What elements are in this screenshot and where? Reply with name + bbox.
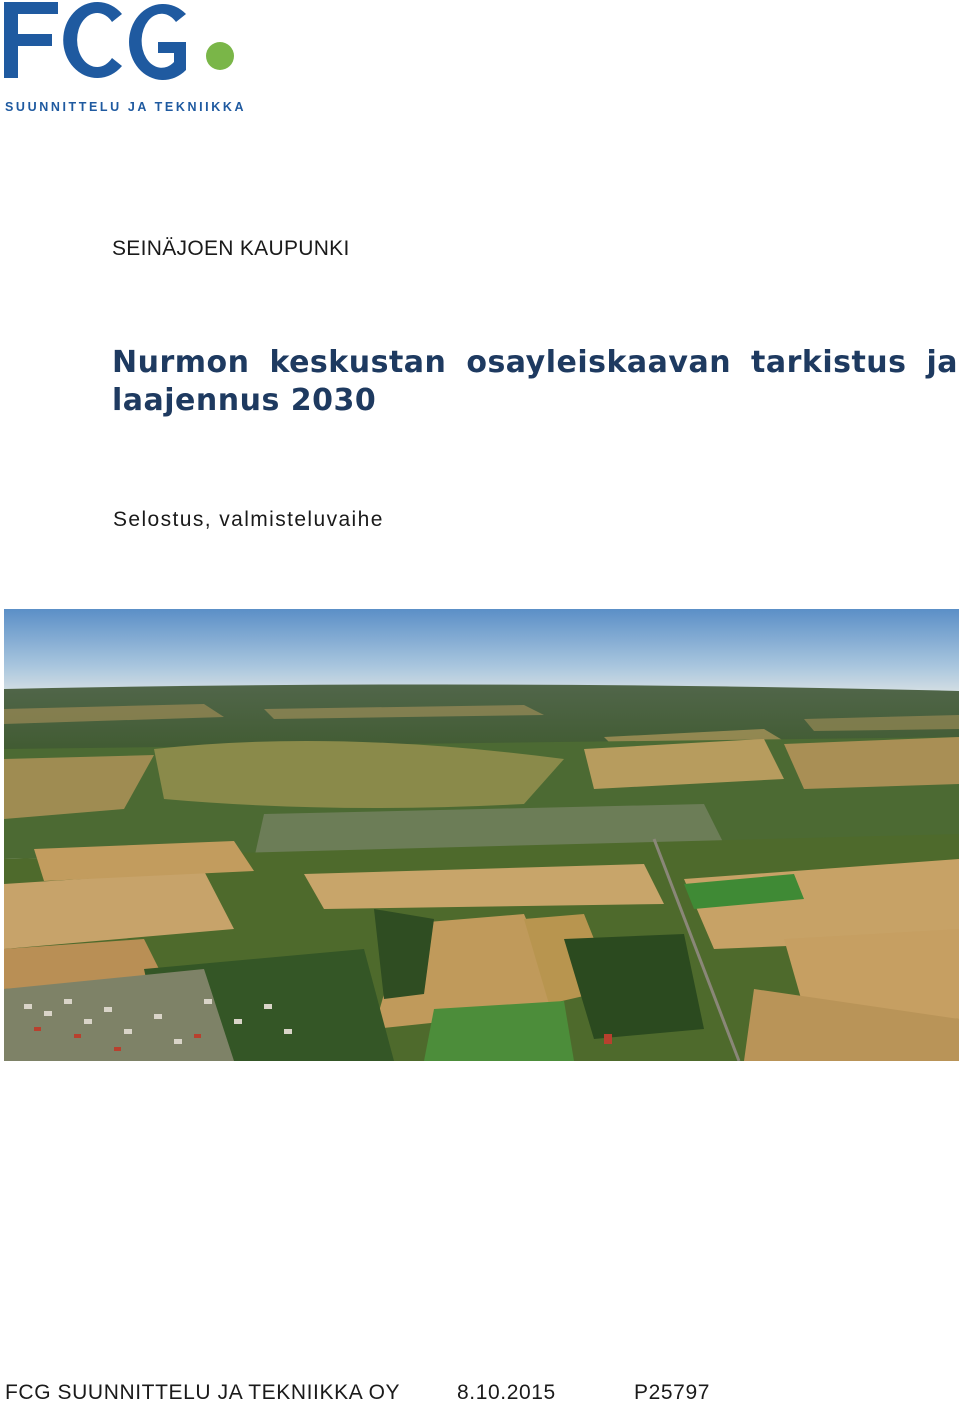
title-word: Nurmon bbox=[112, 345, 250, 380]
document-subtitle: Selostus, valmisteluvaihe bbox=[113, 508, 384, 531]
title-line-2: laajennus 2030 bbox=[112, 383, 377, 418]
logo-tagline: SUUNNITTELU JA TEKNIIKKA bbox=[5, 100, 247, 114]
footer-project-code: P25797 bbox=[634, 1381, 711, 1404]
footer-date: 8.10.2015 bbox=[457, 1381, 556, 1404]
title-word: osayleiskaavan bbox=[466, 345, 732, 380]
footer-company: FCG SUUNNITTELU JA TEKNIIKKA OY bbox=[5, 1381, 401, 1404]
landscape-image bbox=[4, 609, 959, 1061]
document-title bbox=[112, 344, 960, 420]
title-word: keskustan bbox=[269, 345, 447, 380]
fcg-logo-mark bbox=[0, 0, 250, 100]
title-word: tarkistus bbox=[751, 345, 907, 380]
aerial-landscape-photo bbox=[4, 609, 959, 1061]
client-name: SEINÄJOEN KAUPUNKI bbox=[112, 237, 350, 260]
company-logo bbox=[0, 0, 250, 120]
title-word: ja bbox=[926, 345, 958, 380]
title-line-1 bbox=[112, 344, 958, 382]
